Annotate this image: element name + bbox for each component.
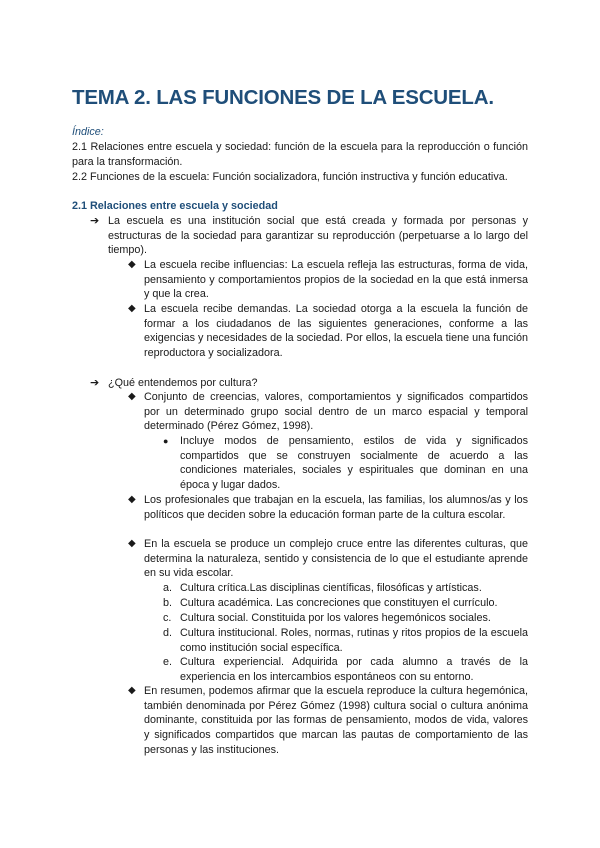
diamond-bullet-icon: ◆ [128, 494, 136, 505]
diamond-bullet-icon: ◆ [128, 303, 136, 314]
diamond-bullet-icon: ◆ [128, 259, 136, 270]
diamond-bullet-icon: ◆ [128, 391, 136, 402]
culture-type-item: Cultura crítica.Las disciplinas científicas, filosóficas y artísticas. [180, 582, 482, 594]
index-label: Índice: [72, 126, 104, 138]
arrow-bullet-icon: ➔ [90, 377, 100, 389]
culture-type-item: Cultura académica. Las concreciones que constituyen el currículo. [180, 597, 498, 609]
intro-paragraph: La escuela es una institución social que está creada y formada por personas y estructuras de la sociedad para garantizar su reproducción (perpetuarse a lo largo del tiempo). [108, 215, 528, 257]
list-marker: b. [163, 597, 173, 609]
culture-summary: En resumen, podemos afirmar que la escuela reproduce la cultura hegemónica, también denominada por Pérez Gómez (1998) cultura social o cultura anónima dominante, constituida por las formas de pensamiento, modos de vida, valores y significados compartidos que marcan las pautas de comportamiento de las personas y las instituciones. [144, 685, 528, 756]
culture-type-item: Cultura institucional. Roles, normas, rutinas y ritos propios de la escuela como institución social específica. [180, 627, 528, 654]
culture-includes: Incluye modos de pensamiento, estilos de vida y significados compartidos que se construyen socialmente de acuerdo a las condiciones materiales, sociales y espirituales que dominan en una época y lugar dados. [180, 435, 528, 492]
list-marker: a. [163, 582, 173, 594]
list-marker: e. [163, 656, 173, 668]
culture-crossing: En la escuela se produce un complejo cruce entre las diferentes culturas, que determina la naturaleza, sentido y consistencia de lo que el estudiante aprende en su vida escolar. [144, 538, 528, 580]
culture-type-item: Cultura social. Constituida por los valores hegemónicos sociales. [180, 612, 491, 624]
list-marker: d. [163, 627, 173, 639]
demands-paragraph: La escuela recibe demandas. La sociedad otorga a la escuela la función de formar a los ciudadanos de las siguientes generaciones, conforme a las exigencias y necesidades de la sociedad. Por ellos, la escuela tiene una función reproductora y socializadora. [144, 303, 528, 360]
influences-paragraph: La escuela recibe influencias: La escuela refleja las estructuras, forma de vida, pensamiento y comportamientos propios de la sociedad en la que está inmersa y que la crea. [144, 259, 528, 301]
dot-bullet-icon: ● [163, 436, 169, 446]
culture-definition: Conjunto de creencias, valores, comportamientos y significados compartidos por un determinado grupo social dentro de un marco espacial y temporal determinado (Pérez Gómez, 1998). [144, 391, 528, 433]
culture-question: ¿Qué entendemos por cultura? [108, 377, 258, 389]
diamond-bullet-icon: ◆ [128, 685, 136, 696]
list-marker: c. [163, 612, 172, 624]
section-heading: 2.1 Relaciones entre escuela y sociedad [72, 200, 278, 212]
arrow-bullet-icon: ➔ [90, 215, 100, 227]
index-item-1: 2.1 Relaciones entre escuela y sociedad: función de la escuela para la reproducción o función para la transformación. [72, 141, 528, 168]
index-item-2: 2.2 Funciones de la escuela: Función socializadora, función instructiva y función educativa. [72, 171, 508, 183]
culture-type-item: Cultura experiencial. Adquirida por cada alumno a través de la experiencia en los intercambios espontáneos con su entorno. [180, 656, 528, 683]
diamond-bullet-icon: ◆ [128, 538, 136, 549]
document-title: TEMA 2. LAS FUNCIONES DE LA ESCUELA. [72, 86, 494, 109]
culture-professionals: Los profesionales que trabajan en la escuela, las familias, los alumnos/as y los políticos que deciden sobre la educación forman parte de la cultura escolar. [144, 494, 528, 521]
